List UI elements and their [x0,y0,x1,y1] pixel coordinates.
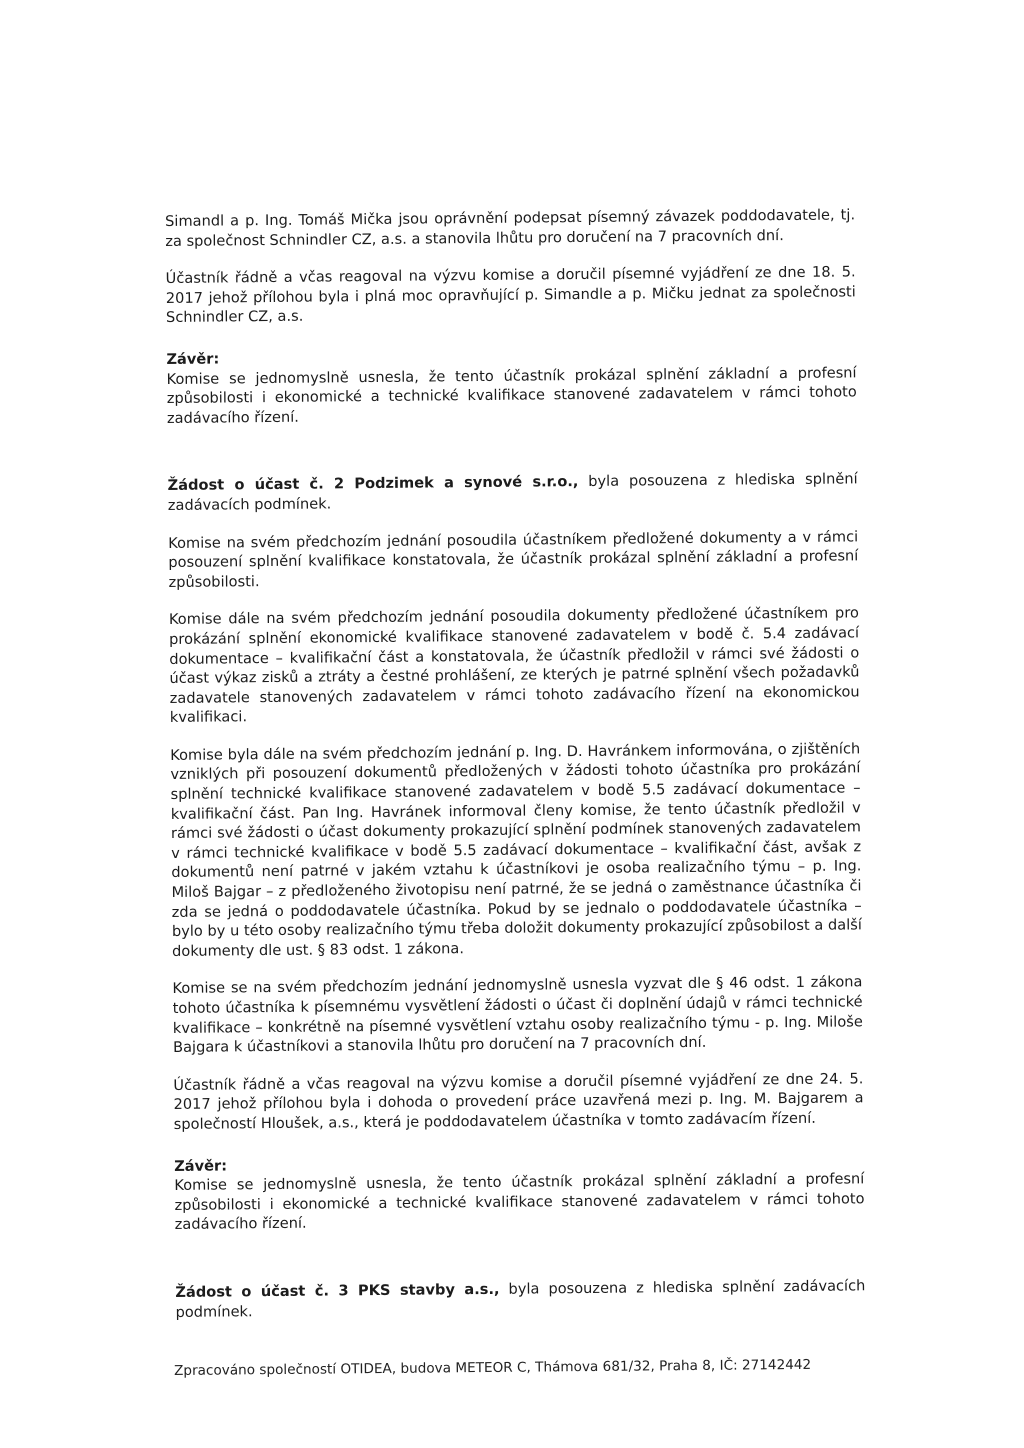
page-footer: Zpracováno společností OTIDEA, budova METEOR C, Thámova 681/32, Praha 8, IČ: 27142442 [174,1356,812,1379]
paragraph-signatories: Simandl a p. Ing. Tomáš Mička jsou oprávnění podepsat písemný závazek poddodavatele, tj. za společnost Schnindler CZ, a.s. a stanovila lhůtu pro doručení na 7 pracovních dní. [165,206,856,250]
paragraph-response-2: Účastník řádně a včas reagoval na výzvu komise a doručil písemné vyjádření ze dne 24. 5. 2017 jehož přílohou byla i dohoda o provedení práce uzavřená mezi p. Ing. M. Bajgarem a společností Hloušek, a.s., která je poddodavatelem účastníka v tomto zadávacím řízení. [173,1070,864,1133]
request-3-rest: byla posouzena z hlediska splnění zadávacích podmínek. [175,1277,866,1321]
request-3-title: Žádost o účast č. 3 PKS stavby a.s., [175,1280,500,1301]
request-2-rest: byla posouzena z hlediska splnění zadávacích podmínek. [167,470,858,514]
request-3-paragraph [175,1276,865,1322]
paragraph-economic-qualification: Komise dále na svém předchozím jednání posoudila dokumenty předložené účastníkem pro prokázání splnění ekonomické kvalifikace stanovené zadavatelem v bodě č. 5.4 zadávací dokumentace – kvalifikační část a konstatovala, že účastník předložil v rámci své žádosti o účast výkaz zisků a ztráty a čestné prohlášení, ze kterých je patrné splnění všech požadavků zadavatele stanovených zadavatelem v rámci tohoto zadávacího řízení na ekonomickou kvalifikaci. [168,604,860,727]
paragraph-committee-decision: Komise se na svém předchozím jednání jednomyslně usnesla vyzvat dle § 46 odst. 1 zákona tohoto účastníka k písemnému vysvětlení žádosti o účast či doplnění údajů v rámci technické kvalifikace – konkrétně na písemné vysvětlení vztahu osoby realizačního týmu - p. Ing. Miloše Bajgara k účastníkovi a stanovila lhůtu pro doručení na 7 pracovních dní. [172,973,863,1057]
paragraph-response-1: Účastník řádně a včas reagoval na výzvu komise a doručil písemné vyjádření ze dne 18. 5. 2017 jehož přílohou byla i plná moc opravňující p. Simandle a p. Mičku jednat za společnosti Schnindler CZ, a.s. [165,263,856,327]
paragraph-qualification: Komise na svém předchozím jednání posoudila účastníkem předložené dokumenty a v rámci posouzení splnění kvalifikace konstatovala, že účastník prokázal splnění základní a profesní způsobilosti. [168,527,859,591]
conclusion-heading-1: Závěr: [166,350,220,368]
conclusion-heading-2: Závěr: [174,1157,228,1175]
conclusion-text-1: Komise se jednomyslně usnesla, že tento účastník prokázal splnění základní a profesní způsobilosti i ekonomické a technické kvalifikace stanovené zadavatelem v rámci tohoto zadávacího řízení. [166,363,857,427]
paragraph-technical-findings: Komise byla dále na svém předchozím jednání p. Ing. D. Havránkem informována, o zjištěních vzniklých při posouzení dokumentů předložených v žádosti tohoto účastníka pro prokázání splnění technické kvalifikace stanovené zadavatelem v bodě 5.5 zadávací dokumentace – kvalifikační část. Pan Ing. Havránek informoval členy komise, že tento účastník předložil v rámci své žádosti o účast dokumenty prokazující splnění podmínek stanovených zadavatelem v rámci technické kvalifikace v bodě 5.5 zadávací dokumentace – kvalifikační část, avšak z dokumentů není patrné v jakém vztahu k účastníkovi je osoba realizačního týmu – p. Ing. Miloš Bajgar – z předloženého životopisu není patrné, že se jedná o zaměstnance účastníka či zda se jedná o poddodavatele účastníka. Pokud by se jednalo o poddodavatele účastníka – bylo by u této osoby realizačního týmu třeba doložit dokumenty prokazující způsobilost a další dokumenty dle ust. § 83 odst. 1 zákona. [170,740,862,960]
request-2-paragraph [168,470,858,516]
request-2-title: Žádost o účast č. 2 Podzimek a synové s.r.o., [167,473,579,495]
document-body [165,205,866,1322]
conclusion-text-2: Komise se jednomyslně usnesla, že tento účastník prokázal splnění základní a profesní způsobilosti i ekonomické a technické kvalifikace stanovené zadavatelem v rámci tohoto zadávacího řízení. [174,1170,865,1234]
